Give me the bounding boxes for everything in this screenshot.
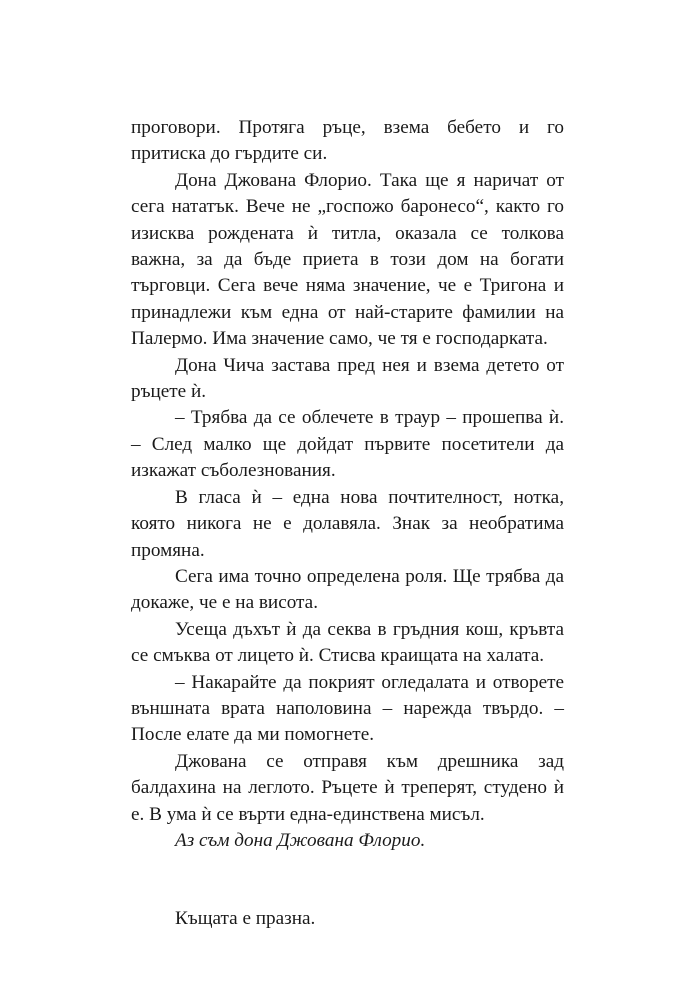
paragraph-8: – Накарайте да покрият огледалата и отворете външната врата наполовина – нарежда твърдо. – После елате да ми помогнете. [131, 671, 564, 746]
paragraph-6: Сега има точно определена роля. Ще трябва да докаже, че е на висота. [131, 565, 564, 614]
paragraph-7: Усеща дъхът ѝ да секва в гръдния кош, кръвта се смъква от лицето ѝ. Стисва краищата на халата. [131, 618, 564, 667]
paragraph-3: Дона Чича застава пред нея и взема детето от ръцете ѝ. [131, 354, 564, 403]
italic-line: Аз съм дона Джована Флорио. [175, 829, 426, 851]
paragraph-4: – Трябва да се облечете в траур – прошепва ѝ. – След малко ще дойдат първите посетители да изкажат съболезнования. [131, 407, 564, 482]
book-page [131, 115, 564, 933]
paragraph-1: проговори. Протяга ръце, взема бебето и го притиска до гърдите си. [131, 117, 564, 165]
paragraph-2: Дона Джована Флорио. Така ще я наричат от сега нататък. Вече не „госпожо баронесо“, както го изисква рождената ѝ титла, оказала се толкова важна, за да бъде приета в този дом на богати търговци. Сега вече няма значение, че е Тригона и принадлежи към една от най-старите фамилии на Палермо. Има значение само, че тя е господарката. [131, 169, 564, 350]
paragraph-9: Джована се отправя към дрешника зад балдахина на леглото. Ръцете ѝ треперят, студено ѝ е. В ума ѝ се върти една-единствена мисъл. [131, 750, 564, 825]
section-break [131, 854, 564, 906]
closing-line: Къщата е празна. [175, 908, 316, 930]
paragraph-5: В гласа ѝ – една нова почтителност, нотка, която никога не е долавяла. Знак за необратима промяна. [131, 486, 564, 561]
